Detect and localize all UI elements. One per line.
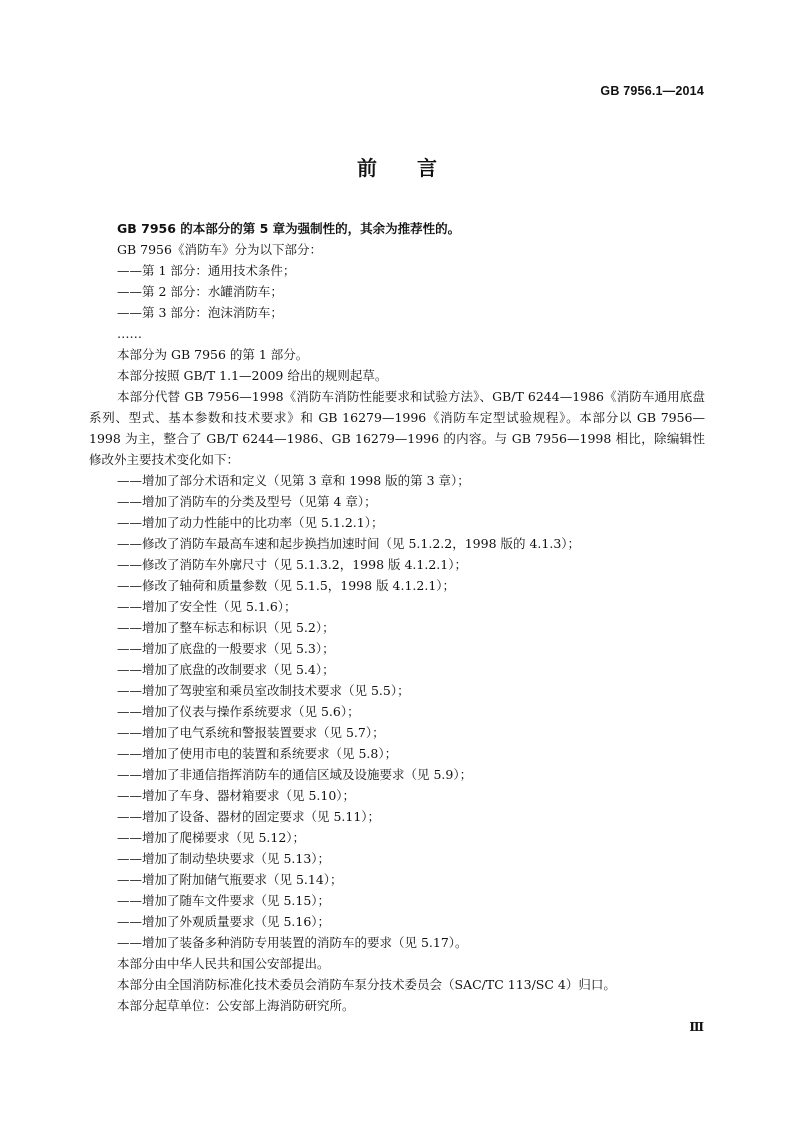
list-item: ——增加了安全性（见 5.1.6）； xyxy=(117,599,297,614)
list-item: ——修改了轴荷和质量参数（见 5.1.5，1998 版 4.1.2.1）； xyxy=(117,578,456,593)
paragraph-proposer: 本部分由中华人民共和国公安部提出。 xyxy=(117,956,330,971)
paragraph-drafting-rules: 本部分按照 GB/T 1.1—2009 给出的规则起草。 xyxy=(117,368,388,383)
list-item: ——修改了消防车外廓尺寸（见 5.1.3.2，1998 版 4.1.2.1）； xyxy=(117,557,467,572)
list-item: ——增加了消防车的分类及型号（见第 4 章）； xyxy=(117,494,377,509)
paragraph-parts-intro: GB 7956《消防车》分为以下部分： xyxy=(117,242,322,257)
standard-number-header: GB 7956.1—2014 xyxy=(600,84,704,98)
list-item: ——增加了底盘的一般要求（见 5.3）； xyxy=(117,641,335,656)
page-title: 前言 xyxy=(357,156,477,180)
list-item: ——增加了动力性能中的比功率（见 5.1.2.1）； xyxy=(117,515,384,530)
list-item: ——第 1 部分：通用技术条件； xyxy=(117,263,296,278)
paragraph-replacement: 本部分代替 GB 7956—1998《消防车消防性能要求和试验方法》、GB/T 6244—1986《消防车通用底盘系列、型式、基本参数和技术要求》和 GB 16279—1996《消防车定型试验规程》。本部分以 GB 7956—1998 为主，整合了 GB/T 6244—1986、GB 16279—1996 的内容。与 GB 7956—1998 相比，除编辑性修改外主要技术变化如下： xyxy=(89,389,705,467)
list-item: ——增加了制动垫块要求（见 5.13）； xyxy=(117,851,331,866)
list-item: ——增加了使用市电的装置和系统要求（见 5.8）； xyxy=(117,746,398,761)
list-item: ——增加了装备多种消防专用装置的消防车的要求（见 5.17）。 xyxy=(117,935,468,950)
list-item: ——第 2 部分：水罐消防车； xyxy=(117,284,283,299)
list-item: ——增加了车身、器材箱要求（见 5.10）； xyxy=(117,788,356,803)
page-number: Ⅲ xyxy=(689,1020,704,1034)
list-item: ——增加了非通信指挥消防车的通信区域及设施要求（见 5.9）； xyxy=(117,767,473,782)
paragraph-drafting-unit: 本部分起草单位：公安部上海消防研究所。 xyxy=(117,998,355,1013)
list-item: ——修改了消防车最高车速和起步换挡加速时间（见 5.1.2.2，1998 版的 4.1.3）； xyxy=(117,536,581,551)
list-item: …… xyxy=(117,326,142,341)
list-item: ——增加了附加储气瓶要求（见 5.14）； xyxy=(117,872,343,887)
parts-list xyxy=(89,260,705,344)
list-item: ——增加了爬梯要求（见 5.12）； xyxy=(117,830,306,845)
list-item: ——第 3 部分：泡沫消防车； xyxy=(117,305,283,320)
list-item: ——增加了随车文件要求（见 5.15）； xyxy=(117,893,331,908)
list-item: ——增加了电气系统和警报装置要求（见 5.7）； xyxy=(117,725,385,740)
paragraph-committee: 本部分由全国消防标准化技术委员会消防车泵分技术委员会（SAC/TC 113/SC 4）归口。 xyxy=(117,977,616,992)
changes-list xyxy=(89,470,705,953)
list-item: ——增加了驾驶室和乘员室改制技术要求（见 5.5）； xyxy=(117,683,410,698)
paragraph-part-statement: 本部分为 GB 7956 的第 1 部分。 xyxy=(117,347,309,362)
list-item: ——增加了整车标志和标识（见 5.2）； xyxy=(117,620,335,635)
list-item: ——增加了仪表与操作系统要求（见 5.6）； xyxy=(117,704,360,719)
document-body xyxy=(89,218,705,1016)
paragraph-mandatory-scope: GB 7956 的本部分的第 5 章为强制性的，其余为推荐性的。 xyxy=(117,221,461,236)
list-item: ——增加了底盘的改制要求（见 5.4）； xyxy=(117,662,335,677)
list-item: ——增加了设备、器材的固定要求（见 5.11）； xyxy=(117,809,381,824)
list-item: ——增加了部分术语和定义（见第 3 章和 1998 版的第 3 章）； xyxy=(117,473,470,488)
list-item: ——增加了外观质量要求（见 5.16）； xyxy=(117,914,331,929)
